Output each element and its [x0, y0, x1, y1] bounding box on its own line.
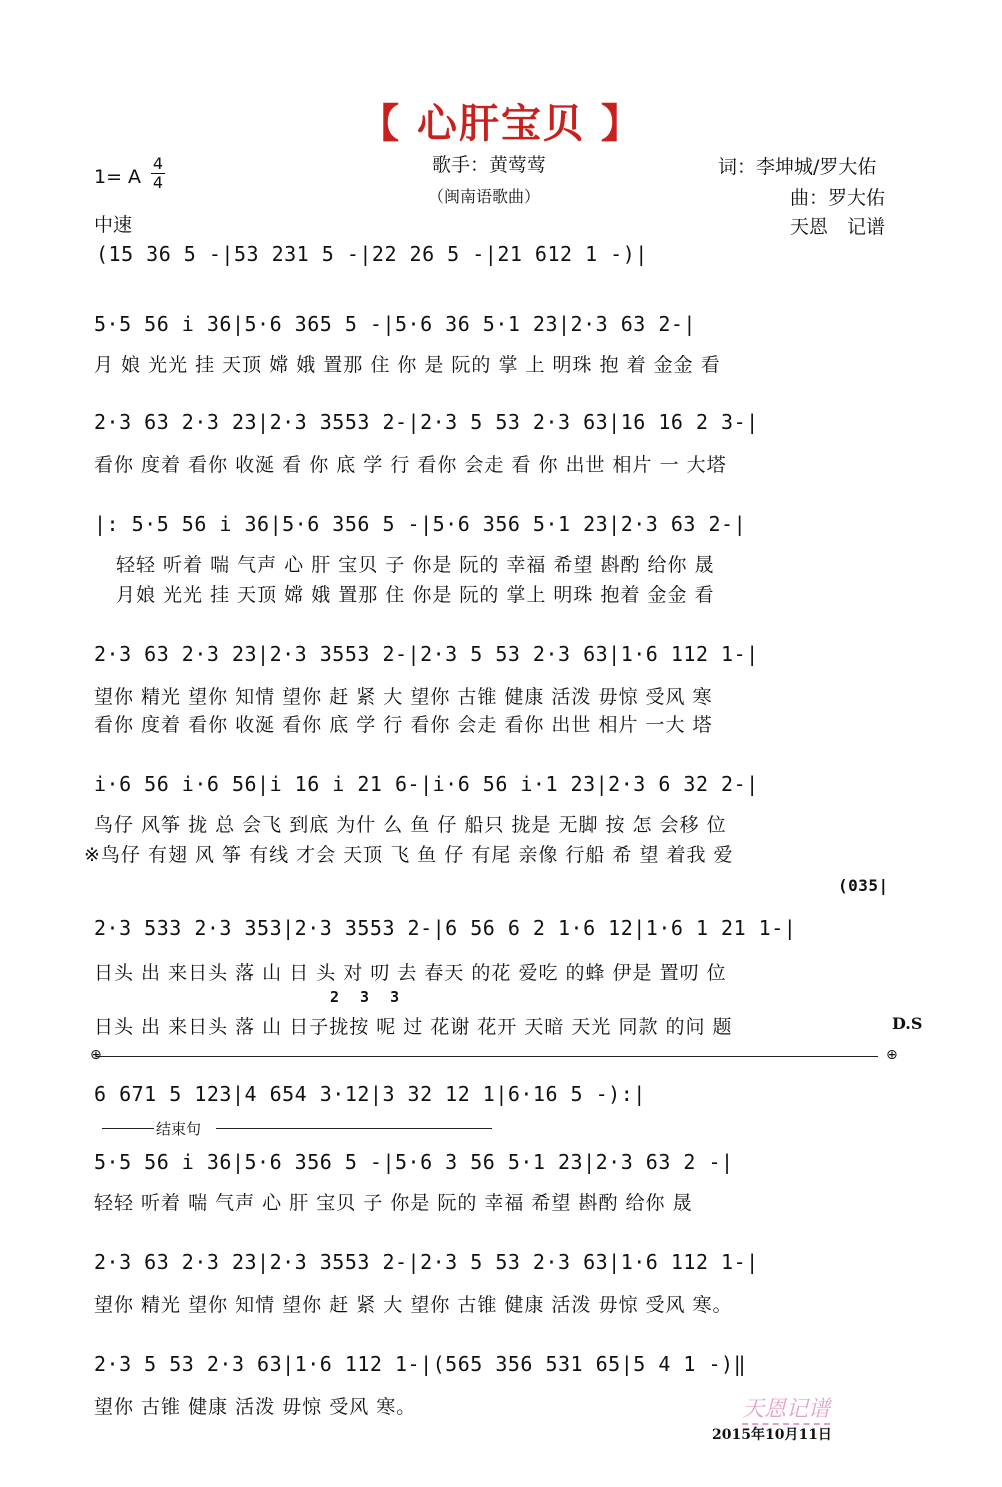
- lyric-line: ※鸟仔 有翅 风 筝 有线 才会 天顶 飞 鱼 仔 有尾 亲像 行船 希 望 着我 爱: [84, 844, 734, 866]
- notation-line: i·6 56 i·6 56|i 16 i 21 6-|i·6 56 i·1 23|2·3 6 32 2-|: [94, 772, 759, 796]
- ending-label: 结束句: [156, 1120, 202, 1138]
- lyric-line: 月 娘 光光 挂 天顶 嫦 娥 置那 住 你 是 阮的 掌 上 明珠 抱 着 金金 看: [94, 354, 721, 376]
- composer-credit: 曲：罗大佑: [790, 187, 886, 209]
- notation-line: 5·5 56 i 36|5·6 356 5 -|5·6 3 56 5·1 23|2·3 63 2 -|: [94, 1150, 734, 1174]
- sub-notes: 2 3 3: [330, 988, 406, 1006]
- lyric-line: 日头 出 来日头 落 山 日子拢按 呢 过 花谢 花开 天暗 天光 同款 的问 题: [94, 1016, 733, 1038]
- lyric-line: 望你 精光 望你 知情 望你 赶 紧 大 望你 古锥 健康 活泼 毋惊 受风 寒。: [94, 1294, 733, 1316]
- notation-line: (15 36 5 -|53 231 5 -|22 26 5 -|21 612 1 -)|: [96, 242, 648, 266]
- lyric-line: 轻轻 听着 喘 气声 心 肝 宝贝 子 你是 阮的 幸福 希望 斟酌 给你 晟: [116, 554, 715, 576]
- time-signature: [151, 156, 165, 191]
- lyric-line: 望你 古锥 健康 活泼 毋惊 受风 寒。: [94, 1396, 417, 1418]
- coda-icon: ⊕: [886, 1047, 898, 1063]
- lyric-line: 看你 度着 看你 收涎 看你 底 学 行 看你 会走 看你 出世 相片 一大 塔: [94, 714, 713, 736]
- notation-line: 2·3 63 2·3 23|2·3 3553 2-|2·3 5 53 2·3 63|1·6 112 1-|: [94, 1250, 759, 1274]
- transcriber-credit: 天恩 记谱: [790, 216, 886, 238]
- lyric-line: 轻轻 听着 喘 气声 心 肝 宝贝 子 你是 阮的 幸福 希望 斟酌 给你 晟: [94, 1192, 693, 1214]
- notation-line: 6 671 5 123|4 654 3·12|3 32 12 1|6·16 5 -):|: [94, 1082, 646, 1106]
- coda-icon: ⊕: [90, 1047, 102, 1063]
- notation-line: |: 5·5 56 i 36|5·6 356 5 -|5·6 356 5·1 23|2·3 63 2-|: [94, 512, 747, 536]
- tempo-marking: 中速: [94, 214, 133, 236]
- repeat-bracket: [96, 1056, 878, 1057]
- lyricist-credit: 词：李坤城/罗大佑: [718, 156, 877, 178]
- time-signature-bottom: 4: [152, 173, 164, 192]
- lyric-line: 望你 精光 望你 知情 望你 赶 紧 大 望你 古锥 健康 活泼 毋惊 受风 寒: [94, 686, 713, 708]
- notation-line: 2·3 5 53 2·3 63|1·6 112 1-|(565 356 531 65|5 4 1 -)‖: [94, 1352, 747, 1376]
- ds-marking: D.S: [892, 1014, 923, 1033]
- lyric-line: 看你 度着 看你 收涎 看 你 底 学 行 看你 会走 看 你 出世 相片 一 大塔: [94, 454, 727, 476]
- genre-note: （闽南语歌曲）: [428, 187, 541, 206]
- singer-credit: 歌手：黄莺莺: [432, 154, 547, 176]
- ending-label-rule: [216, 1128, 492, 1129]
- notation-line: 2·3 63 2·3 23|2·3 3553 2-|2·3 5 53 2·3 63|1·6 112 1-|: [94, 642, 759, 666]
- transcriber-stamp: 天恩记谱: [742, 1392, 830, 1425]
- song-title: 【 心肝宝贝 】: [359, 101, 643, 147]
- lyric-line: 月娘 光光 挂 天顶 嫦 娥 置那 住 你是 阮的 掌上 明珠 抱着 金金 看: [116, 584, 715, 606]
- notation-line: 2·3 533 2·3 353|2·3 3553 2-|6 56 6 2 1·6 12|1·6 1 21 1-|: [94, 916, 797, 940]
- lyric-line: 日头 出 来日头 落 山 日 头 对 叨 去 春天 的花 爱吃 的蜂 伊是 置叨 位: [94, 962, 727, 984]
- ending-label-rule: [102, 1128, 154, 1129]
- transcription-date: 2015年10月11日: [712, 1427, 832, 1443]
- notation-line: 2·3 63 2·3 23|2·3 3553 2-|2·3 5 53 2·3 63|16 16 2 3-|: [94, 410, 759, 434]
- time-signature-top: 4: [152, 154, 164, 173]
- notation-line: 5·5 56 i 36|5·6 365 5 -|5·6 36 5·1 23|2·3 63 2-|: [94, 312, 696, 336]
- pickup-notes: (035|: [838, 876, 889, 895]
- key-signature: 1= A: [94, 166, 142, 188]
- lyric-line: 鸟仔 风筝 拢 总 会飞 到底 为什 么 鱼 仔 船只 拢是 无脚 按 怎 会移 位: [94, 814, 727, 836]
